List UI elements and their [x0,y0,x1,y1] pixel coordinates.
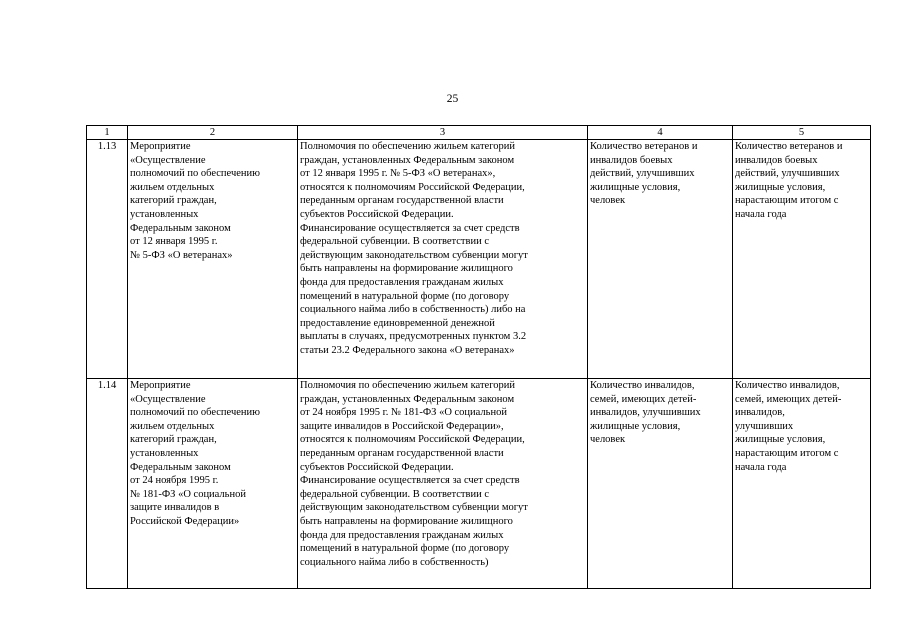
event-name-cell: Мероприятие «Осуществление полномочий по обеспечению жильем отдельных категорий граждан, установленных Федеральным законом от 24 ноября 1995 г. № 181-ФЗ «О социальной защите инвалидов в Российской Федерации» [128,379,298,589]
calculation-method-cell: Количество инвалидов, семей, имеющих детей- инвалидов, улучшивших жилищные условия, нарастающим итогом с начала года [733,379,871,589]
table-row [87,379,871,589]
header-cell-5: 5 [733,126,871,140]
table-header-row [87,126,871,140]
header-cell-2: 2 [128,126,298,140]
event-name-cell: Мероприятие «Осуществление полномочий по обеспечению жильем отдельных категорий граждан, установленных Федеральным законом от 12 января 1995 г. № 5-ФЗ «О ветеранах» [128,140,298,379]
row-number: 1.14 [87,379,128,589]
indicator-cell: Количество инвалидов, семей, имеющих детей- инвалидов, улучшивших жилищные условия, человек [588,379,733,589]
table-row [87,140,871,379]
header-cell-1: 1 [87,126,128,140]
header-cell-4: 4 [588,126,733,140]
event-description-cell: Полномочия по обеспечению жильем категорий граждан, установленных Федеральным законом от 24 ноября 1995 г. № 181-ФЗ «О социальной защите инвалидов в Российской Федерации», относятся к полномочиям Российской Федерации, переданным органам государственной власти субъектов Российской Федерации. Финансирование осуществляется за счет средств федеральной субвенции. В соответствии с действующим законодательством субвенции могут быть направлены на формирование жилищного фонда для предоставления гражданам жилых помещений в натуральной форме (по договору социального найма либо в собственность) [298,379,588,589]
row-number: 1.13 [87,140,128,379]
page-number: 25 [446,93,459,105]
calculation-method-cell: Количество ветеранов и инвалидов боевых действий, улучшивших жилищные условия, нарастающим итогом с начала года [733,140,871,379]
event-description-cell: Полномочия по обеспечению жильем категорий граждан, установленных Федеральным законом от 12 января 1995 г. № 5-ФЗ «О ветеранах», относятся к полномочиям Российской Федерации, переданным органам государственной власти субъектов Российской Федерации. Финансирование осуществляется за счет средств федеральной субвенции. В соответствии с действующим законодательством субвенции могут быть направлены на формирование жилищного фонда для предоставления гражданам жилых помещений в натуральной форме (по договору социального найма либо в собственность) либо на предоставление единовременной денежной выплаты в случаях, предусмотренных пунктом 3.2 статьи 23.2 Федерального закона «О ветеранах» [298,140,588,379]
header-cell-3: 3 [298,126,588,140]
indicator-cell: Количество ветеранов и инвалидов боевых действий, улучшивших жилищные условия, человек [588,140,733,379]
measures-table [86,125,871,589]
